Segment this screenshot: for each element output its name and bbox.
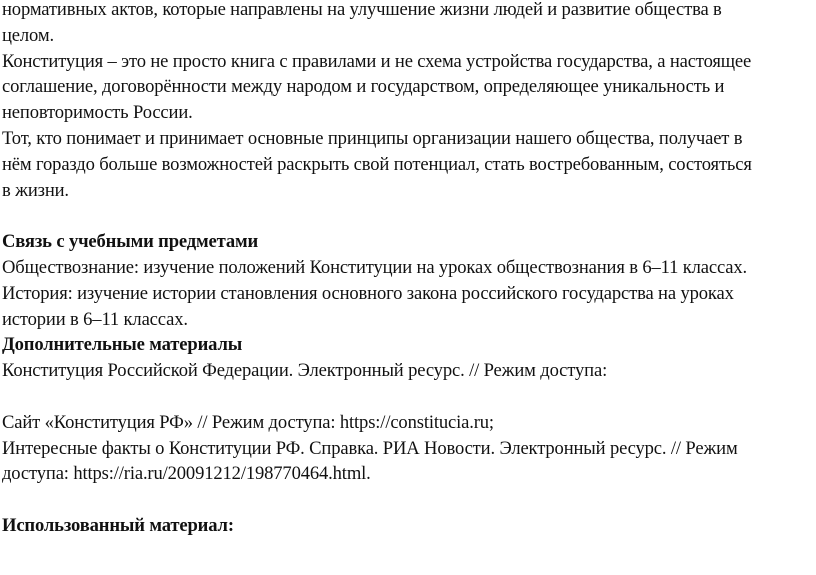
- blank-line: [2, 487, 814, 513]
- text-line: истории в 6–11 классах.: [2, 308, 188, 330]
- section-used: [2, 513, 814, 539]
- paragraph-intro: [2, 0, 814, 49]
- section-heading-additional: Дополнительные материалы: [2, 334, 243, 356]
- reference-line: доступа: https://ria.ru/20091212/198770464.html.: [2, 463, 371, 485]
- text-line: в жизни.: [2, 179, 69, 201]
- blank-line: [2, 203, 814, 229]
- section-additional: [2, 332, 814, 487]
- reference-line: Конституция Российской Федерации. Электронный ресурс. // Режим доступа:: [2, 360, 608, 382]
- blank-line: [2, 384, 814, 410]
- text-line: нормативных актов, которые направлены на улучшение жизни людей и развитие общества в: [2, 0, 722, 20]
- text-line: Обществознание: изучение положений Конституции на уроках обществознания в 6–11 классах.: [2, 256, 748, 278]
- reference-line: Интересные факты о Конституции РФ. Справка. РИА Новости. Электронный ресурс. // Режим: [2, 437, 738, 459]
- paragraph-constitution: [2, 49, 814, 126]
- paragraph-principles: [2, 126, 814, 203]
- text-line: нём гораздо больше возможностей раскрыть свой потенциал, стать востребованным, состояться: [2, 153, 752, 175]
- text-line: неповторимость России.: [2, 102, 193, 124]
- text-line: История: изучение истории становления основного закона российского государства на уроках: [2, 282, 734, 304]
- reference-line: Сайт «Конституция РФ» // Режим доступа: https://constitucia.ru;: [2, 411, 494, 433]
- text-line: целом.: [2, 24, 54, 46]
- section-heading-used: Использованный материал:: [2, 514, 234, 536]
- section-subjects: [2, 229, 814, 332]
- text-line: Тот, кто понимает и принимает основные принципы организации нашего общества, получает в: [2, 127, 743, 149]
- section-heading-subjects: Связь с учебными предметами: [2, 231, 259, 253]
- document-body: [2, 0, 814, 539]
- text-line: Конституция – это не просто книга с правилами и не схема устройства государства, а настоящее: [2, 50, 752, 72]
- text-line: соглашение, договорённости между народом и государством, определяющее уникальность и: [2, 76, 725, 98]
